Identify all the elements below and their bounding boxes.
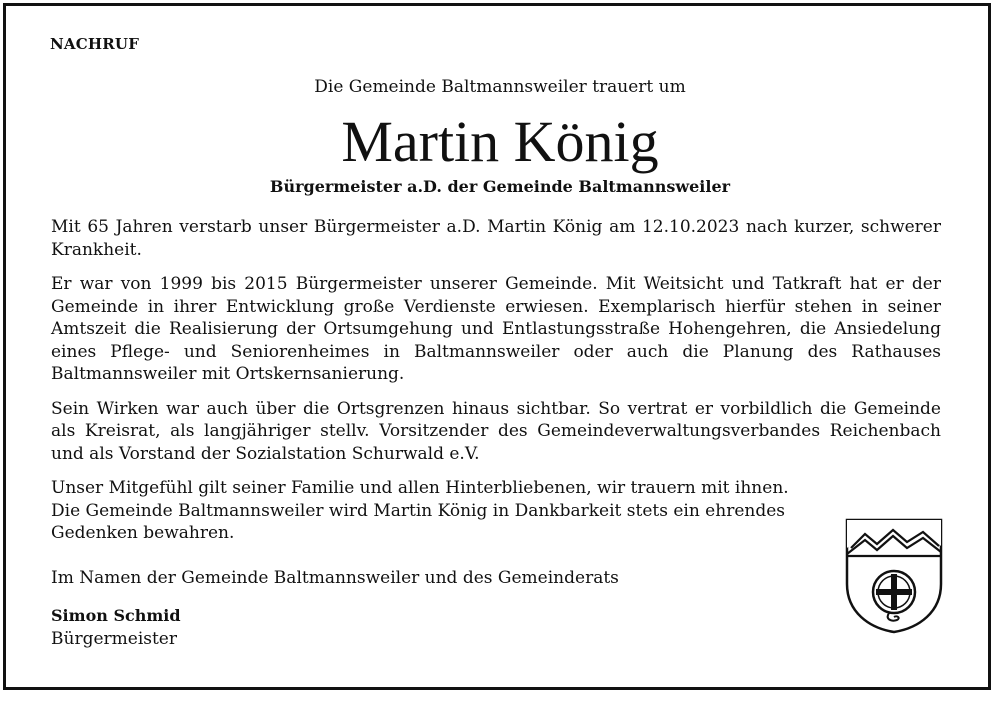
paragraph-condolence: Unser Mitgefühl gilt seiner Familie und allen Hinterbliebenen, wir trauern mit ihnen. Die Gemeinde Baltmannsweiler wird Martin König in Dankbarkeit stets ein ehrendes Gedenken bewahren. <box>51 478 789 543</box>
deceased-title: Bürgermeister a.D. der Gemeinde Baltmannsweiler <box>269 177 731 196</box>
closing-line: Im Namen der Gemeinde Baltmannsweiler und des Gemeinderats <box>51 568 619 588</box>
signer-title: Bürgermeister <box>51 629 177 649</box>
intro-line: Die Gemeinde Baltmannsweiler trauert um <box>314 77 686 97</box>
paragraph-offices: Sein Wirken war auch über die Ortsgrenzen hinaus sichtbar. So vertrat er vorbildlich die Gemeinde als Kreisrat, als langjähriger stellv. Vorsitzender des Gemeindeverwaltungsverbandes Reichenbach und als Vorstand der Sozialstation Schurwald e.V. <box>51 398 941 464</box>
obituary-body <box>51 216 941 557</box>
notice-label: NACHRUF <box>50 35 140 53</box>
cross-horizontal <box>876 589 912 595</box>
municipal-coat-of-arms-icon <box>845 518 943 634</box>
deceased-name: Martin König <box>341 109 659 174</box>
signer-name: Simon Schmid <box>51 606 181 625</box>
paragraph-death: Mit 65 Jahren verstarb unser Bürgermeister a.D. Martin König am 12.10.2023 nach kurzer, schwerer Krankheit. <box>51 217 941 260</box>
paragraph-career: Er war von 1999 bis 2015 Bürgermeister unserer Gemeinde. Mit Weitsicht und Tatkraft hat er der Gemeinde in ihrer Entwicklung große Verdienste erwiesen. Exemplarisch hierfür stehen in seiner Amtszeit die Realisierung der Ortsumgehung und Entlastungsstraße Hohengehren, die Ansiedelung eines Pflege- und Seniorenheimes in Baltmannsweiler oder auch die Planung des Rathauses Baltmannsweiler mit Ortskernsanierung. <box>51 274 941 384</box>
